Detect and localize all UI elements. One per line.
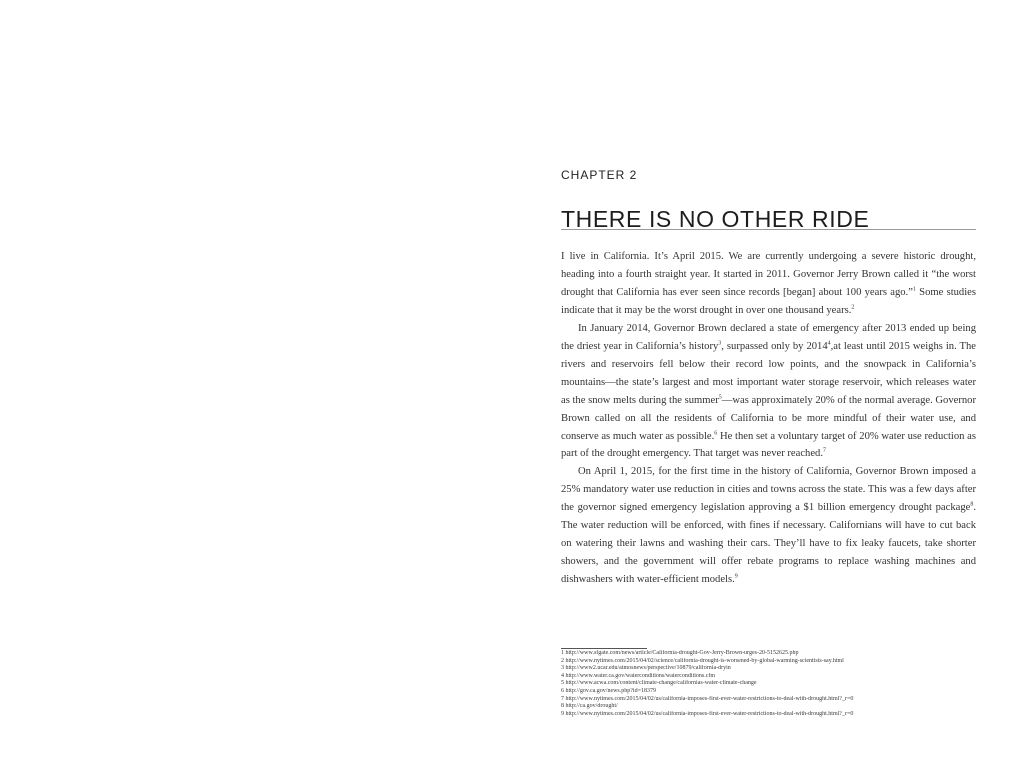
footnote-8: 8 http://ca.gov/drought/ — [561, 703, 618, 710]
paragraph-1 — [561, 248, 976, 320]
footnote-marker: 2 — [851, 304, 855, 311]
paragraph-text-segment: , surpassed only by 2014 — [721, 340, 828, 352]
footnote-3: 3 http://www2.ucar.edu/atmosnews/perspective/10879/california-dryin — [561, 665, 731, 672]
paragraph-2 — [561, 320, 976, 464]
footnote-marker: 8 — [970, 501, 974, 508]
title-rule — [561, 229, 976, 230]
paragraph-3 — [561, 463, 976, 589]
chapter-label: CHAPTER 2 — [561, 168, 638, 182]
footnote-5: 5 http://www.acwa.com/content/climate-change/californias-water-climate-change — [561, 680, 757, 687]
paragraph-text-segment: In January 2014, Governor Brown declared a state of emergency after 2013 ended up being the driest year in California’s history — [561, 322, 976, 352]
paragraph-text-segment: . The water reduction will be enforced, with fines if necessary. Californians will have to cut back on watering their lawns and washing their cars. They’ll have to fix leaky faucets, take shorter showers, and the government will offer rebate programs to replace washing machines and dishwashers with water-efficient models. — [561, 502, 976, 586]
paragraph-text-segment: —was approximately 20% of the normal average. Governor Brown called on all the residents of California to be more mindful of their water use, and conserve as much water as possible. — [561, 394, 976, 442]
footnote-7: 7 http://www.nytimes.com/2015/04/02/us/california-imposes-first-ever-water-restrictions-to-deal-with-drought.html?_r=0 — [561, 695, 854, 702]
chapter-title: THERE IS NO OTHER RIDE — [561, 206, 870, 233]
body-text — [561, 248, 976, 589]
paragraph-text-segment: He then set a voluntary target of 20% water use reduction as part of the drought emergency. That target was never reached. — [561, 430, 976, 460]
footnote-marker: 4 — [827, 340, 831, 347]
footnote-marker: 5 — [718, 394, 722, 401]
footnote-6: 6 http://gov.ca.gov/news.php?id=18379 — [561, 687, 656, 694]
paragraph-text-segment: ,at least until 2015 weighs in. The rivers and reservoirs fell below their record low points, and the snowpack in California’s mountains—the state’s largest and most important water storage reservoir, which releases water as the snow melts during the summer — [561, 340, 976, 406]
right-page — [512, 0, 1024, 768]
footnotes — [561, 650, 981, 718]
footnote-marker: 1 — [912, 286, 916, 293]
footnote-marker: 7 — [823, 447, 826, 454]
footnote-marker: 9 — [734, 573, 738, 580]
footnote-marker: 6 — [714, 430, 718, 436]
paragraph-text-segment: Some studies indicate that it may be the worst drought in over one thousand years. — [561, 286, 977, 316]
footnote-marker: 3 — [718, 340, 722, 347]
paragraph-text-segment: On April 1, 2015, for the first time in the history of California, Governor Brown imposed a 25% mandatory water use reduction in cities and towns across the state. This was a few days after the governor signed emergency legislation approving a $1 billion emergency drought package — [561, 466, 976, 514]
footnote-4: 4 http://www.water.ca.gov/waterconditions/waterconditions.cfm — [561, 672, 716, 679]
footnote-2: 2 http://www.nytimes.com/2015/04/02/science/california-drought-is-worsened-by-global-warming-scientists-say.html — [561, 657, 844, 664]
footnote-rule — [561, 648, 647, 649]
footnote-9: 9 http://www.nytimes.com/2015/04/02/us/california-imposes-first-ever-water-restrictions-to-deal-with-drought.html?_r=0 — [561, 710, 854, 717]
paragraph-text-segment: I live in California. It’s April 2015. We are currently undergoing a severe historic drought, heading into a fourth straight year. It started in 2011. Governor Jerry Brown called it “the worst drought that California has ever seen since records [began] about 100 years ago.” — [561, 251, 976, 298]
footnote-1: 1 http://www.sfgate.com/news/article/California-drought-Gov-Jerry-Brown-urges-20-5152625.php — [561, 650, 799, 656]
